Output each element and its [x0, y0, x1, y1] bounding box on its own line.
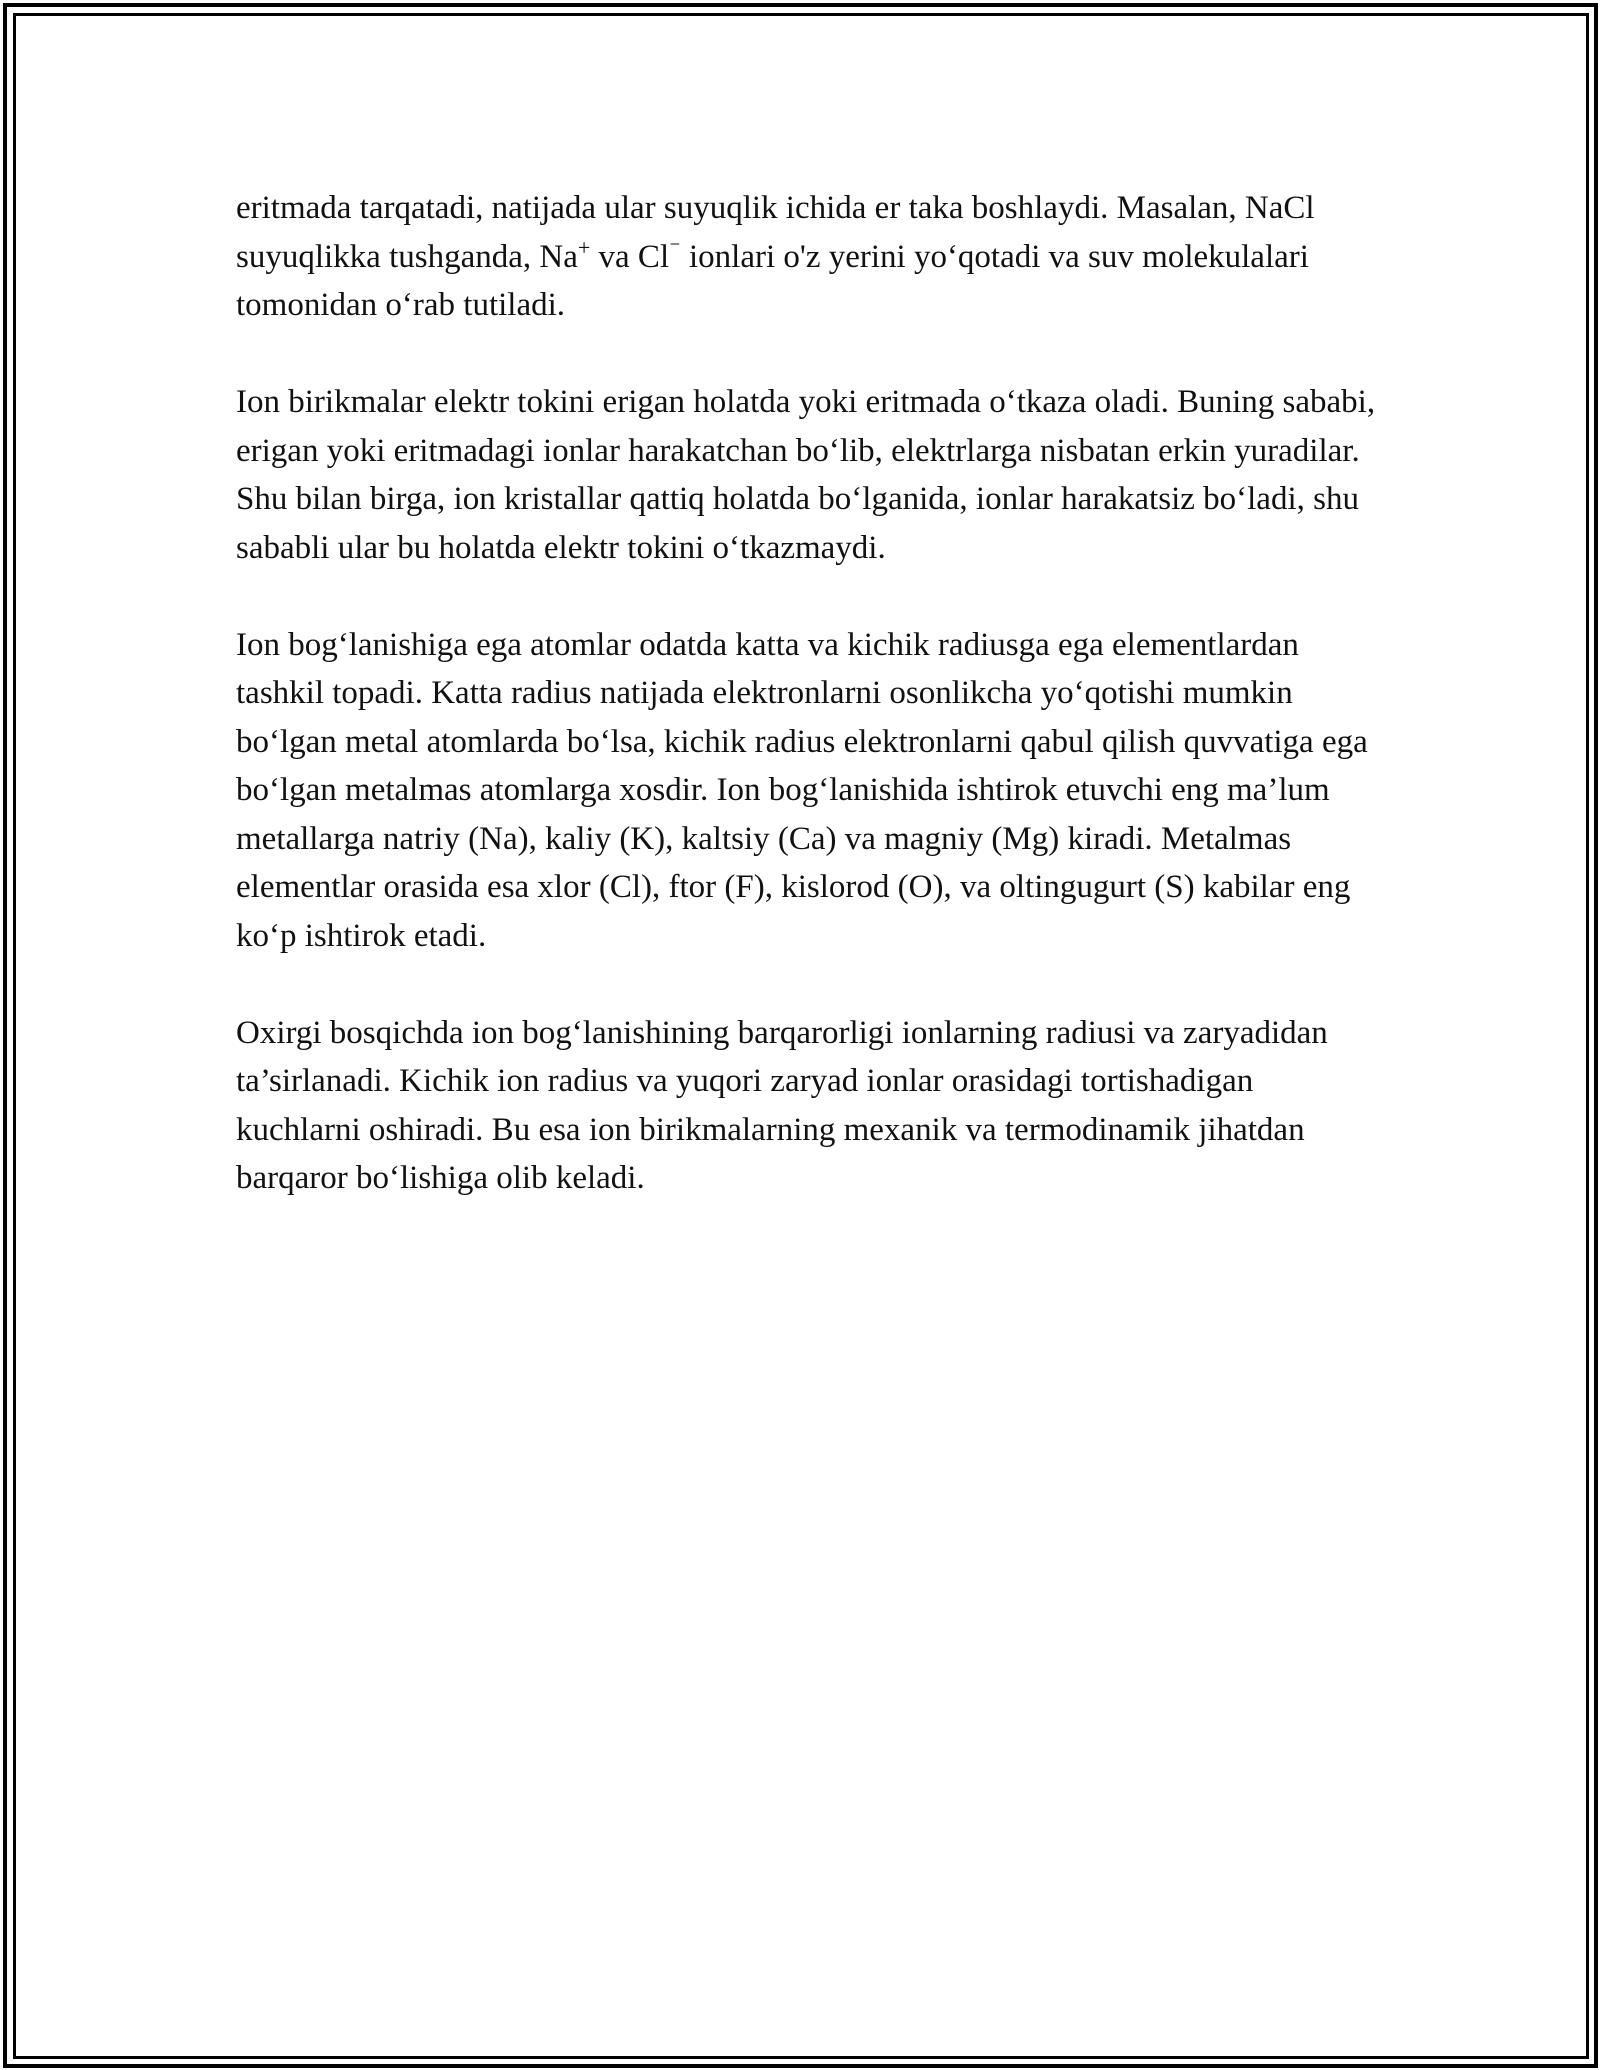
paragraph-text: eritmada tarqatadi, natijada ular suyuqlik ichida er taka boshlaydi. Masalan, NaCl suyuqlikka tushganda, Na — [236, 190, 1315, 275]
superscript-minus: ⁻ — [669, 234, 681, 260]
superscript-plus: + — [577, 234, 591, 260]
paragraph-text: ionlari o'z yerini yo‘qotadi va suv molekulalari tomonidan o‘rab tutiladi. — [236, 238, 1309, 323]
document-body — [236, 184, 1376, 1251]
paragraph-atomic-radius: Ion bog‘lanishiga ega atomlar odatda katta va kichik radiusga ega elementlardan tashkil topadi. Katta radius natijada elektronlarni osonlikcha yo‘qotishi mumkin bo‘lgan metal atomlarda bo‘lsa, kichik radius elektronlarni qabul qilish quvvatiga ega bo‘lgan metalmas atomlarga xosdir. Ion bog‘lanishida ishtirok etuvchi eng ma’lum metallarga natriy (Na), kaliy (K), kaltsiy (Ca) va magniy (Mg) kiradi. Metalmas elementlar orasida esa xlor (Cl), ftor (F), kislorod (O), va oltingugurt (S) kabilar eng ko‘p ishtirok etadi. — [236, 626, 1368, 954]
paragraph-text: va Cl — [590, 238, 670, 275]
paragraph-dissolution — [236, 184, 1376, 330]
paragraph-stability: Oxirgi bosqichda ion bog‘lanishining barqarorligi ionlarning radiusi va zaryadidan ta’sirlanadi. Kichik ion radius va yuqori zaryad ionlar orasidagi tortishadigan kuchlarni oshiradi. Bu esa ion birikmalarning mexanik va termodinamik jihatdan barqaror bo‘lishiga olib keladi. — [236, 1014, 1328, 1196]
paragraph-conductivity: Ion birikmalar elektr tokini erigan holatda yoki eritmada o‘tkaza oladi. Buning sababi, erigan yoki eritmadagi ionlar harakatchan bo‘lib, elektrlarga nisbatan erkin yuradilar. Shu bilan birga, ion kristallar qattiq holatda bo‘lganida, ionlar harakatsiz bo‘ladi, shu sababli ular bu holatda elektr tokini o‘tkazmaydi. — [236, 384, 1376, 566]
